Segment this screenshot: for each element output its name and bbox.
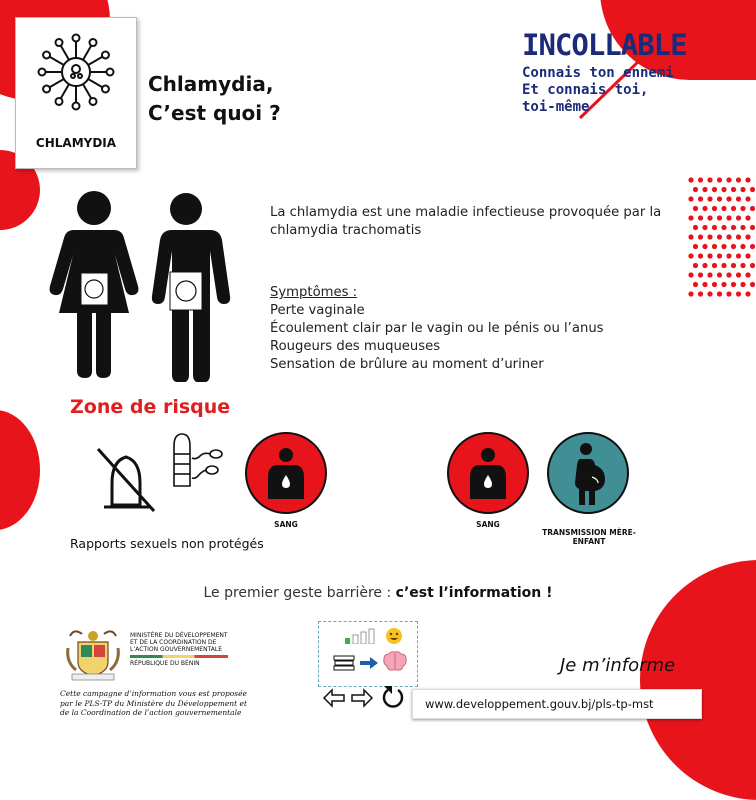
books-icon bbox=[333, 654, 355, 672]
signal-bars-icon bbox=[343, 628, 379, 644]
slogan-line-3: toi-même bbox=[522, 99, 590, 115]
je-minforme-label: Je m’informe bbox=[560, 655, 676, 676]
slogan-line-1: Connais ton ennemi bbox=[522, 65, 674, 81]
symptom-item: Perte vaginale bbox=[270, 303, 365, 318]
title-line-2: C’est quoi ? bbox=[148, 101, 281, 125]
condom-sperm-icon bbox=[168, 430, 230, 492]
male-figure-icon bbox=[140, 192, 232, 382]
logo-label: CHLAMYDIA bbox=[35, 136, 117, 150]
refresh-icon bbox=[380, 684, 406, 710]
ministry-name bbox=[130, 632, 228, 667]
symptoms-heading: Symptômes : bbox=[270, 285, 358, 300]
info-icons-panel bbox=[318, 621, 418, 687]
benin-coat-of-arms-icon bbox=[64, 626, 122, 682]
ministry-line: MINISTÈRE DU DÉVELOPPEMENT bbox=[130, 632, 228, 639]
ministry-line: ET DE LA COORDINATION DE bbox=[130, 639, 217, 646]
arrow-left-outline-icon bbox=[322, 688, 346, 708]
symptoms-list bbox=[270, 284, 604, 374]
pregnant-woman-icon bbox=[546, 431, 630, 515]
arrow-right-outline-icon bbox=[350, 688, 374, 708]
ministry-line: L’ACTION GOUVERNEMENTALE bbox=[130, 646, 222, 653]
page-title bbox=[148, 70, 281, 128]
symptom-item: Rougeurs des muqueuses bbox=[270, 339, 441, 354]
slogan-line-2: Et connais toi, bbox=[522, 82, 649, 98]
transmission-label: TRANSMISSION MÈRE-ENFANT bbox=[542, 528, 636, 546]
website-url[interactable]: www.developpement.gouv.bj/pls-tp-mst bbox=[425, 697, 654, 711]
campaign-line: Cette campagne d’information vous est proposée bbox=[60, 689, 247, 698]
bacteria-icon bbox=[36, 32, 116, 112]
unprotected-sex-label: Rapports sexuels non protégés bbox=[70, 536, 264, 551]
website-link[interactable] bbox=[412, 689, 702, 719]
barrier-prefix: Le premier geste barrière : bbox=[203, 585, 396, 601]
sang-label-2: SANG bbox=[476, 520, 500, 529]
brain-icon bbox=[383, 650, 407, 672]
slogan bbox=[522, 28, 687, 116]
description: La chlamydia est une maladie infectieuse provoquée par la chlamydia trachomatis bbox=[270, 205, 662, 238]
title-line-1: Chlamydia, bbox=[148, 72, 274, 96]
no-condom-icon bbox=[94, 445, 160, 515]
arrow-right-icon bbox=[359, 656, 379, 670]
deco-circle-left-lower bbox=[0, 410, 40, 530]
campaign-line: de la Coordination de l’action gouvernementale bbox=[60, 708, 242, 717]
blood-icon bbox=[446, 431, 530, 515]
smiley-icon bbox=[385, 627, 403, 645]
blood-icon bbox=[244, 431, 328, 515]
campaign-line: par le PLS-TP du Ministère du Développement et bbox=[60, 698, 247, 708]
barrier-emphasis: c’est l’information ! bbox=[395, 585, 553, 601]
campaign-note bbox=[60, 689, 247, 718]
chlamydia-logo-card bbox=[15, 17, 137, 169]
flag-stripe bbox=[130, 655, 228, 658]
ministry-line: RÉPUBLIQUE DU BÉNIN bbox=[130, 660, 200, 667]
symptom-item: Sensation de brûlure au moment d’uriner bbox=[270, 357, 544, 372]
slogan-title: INCOLLABLE bbox=[522, 28, 687, 62]
sang-label-1: SANG bbox=[274, 520, 298, 529]
symptom-item: Écoulement clair par le vagin ou le pénis ou l’anus bbox=[270, 321, 604, 336]
barrier-message bbox=[0, 585, 756, 601]
female-figure-icon bbox=[48, 190, 140, 380]
risk-zone-heading: Zone de risque bbox=[70, 396, 231, 418]
